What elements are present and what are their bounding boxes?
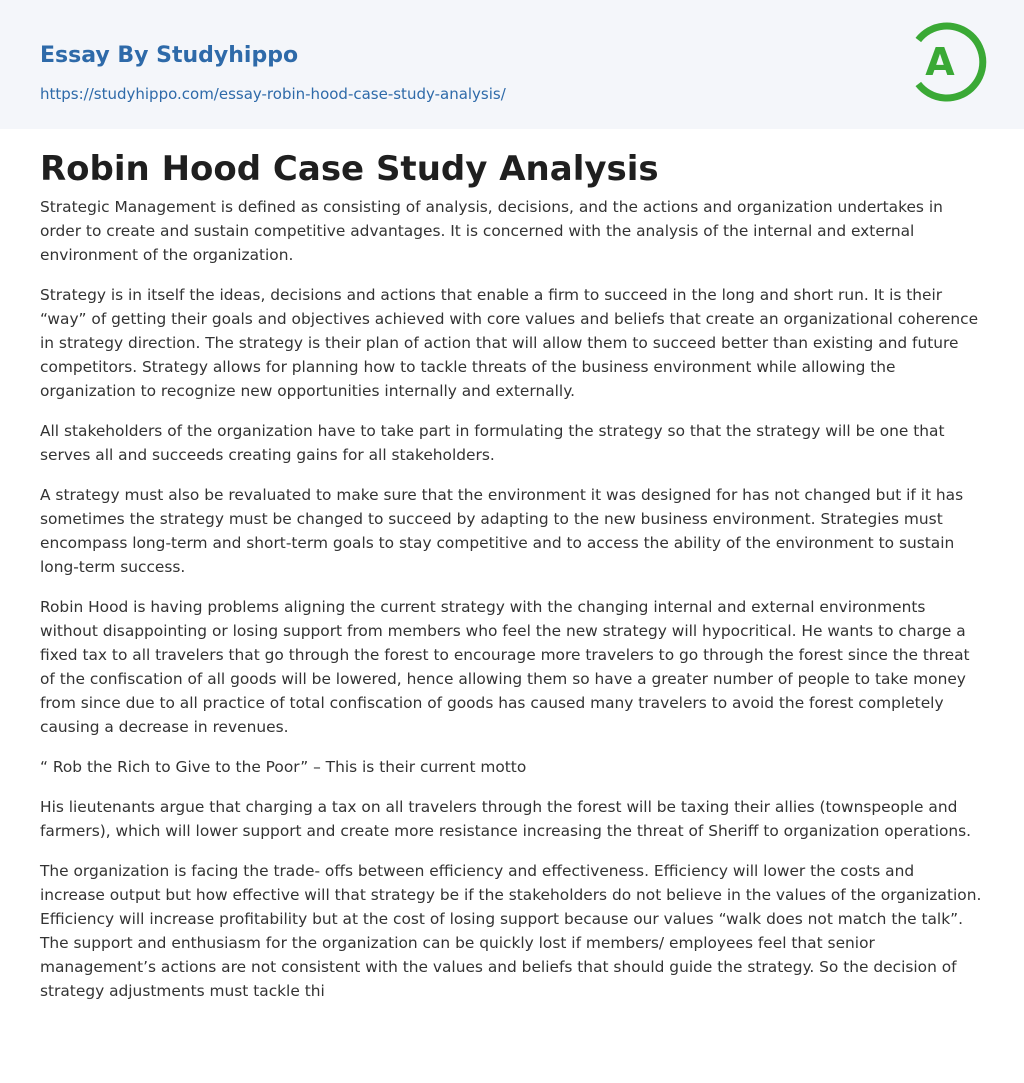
paragraph-2: Strategy is in itself the ideas, decisions and actions that enable a firm to succeed in the long and short run. It is their “way” of getting their goals and objectives achieved with core values and beliefs that create an organizational coherence in strategy direction. The strategy is their plan of action that will allow them to succeed better than existing and future competitors. Strategy allows for planning how to tackle threats of the business environment while allowing the organization to recognize new opportunities internally and externally. (40, 286, 979, 400)
paragraph-5: Robin Hood is having problems aligning the current strategy with the changing internal and external environments without disappointing or losing support from members who feel the new strategy will hypocritical. He wants to charge a fixed tax to all travelers that go through the forest to encourage more travelers to go through the forest since the threat of the confiscation of all goods will be lowered, hence allowing them so have a greater number of people to take money from since due to all practice of total confiscation of goods has caused many travelers to avoid the forest completely causing a decrease in revenues. (40, 598, 970, 736)
page-title: Robin Hood Case Study Analysis (40, 149, 659, 189)
logo-letter: A (925, 40, 955, 84)
paragraph-8: The organization is facing the trade- offs between efficiency and effectiveness. Efficiency will lower the costs and increase output but how effective will that strategy be if the stakeholders do not believe in the values of the organization. Efficiency will increase profitability but at the cost of losing support because our values “walk does not match the talk”. The support and enthusiasm for the organization can be quickly lost if members/ employees feel that senior management’s actions are not consistent with the values and beliefs that should guide the strategy. So the decision of strategy adjustments must tackle thi (40, 862, 982, 1000)
brand-title: Essay By Studyhippo (40, 43, 299, 68)
paragraph-3: All stakeholders of the organization have to take part in formulating the strategy so that the strategy will be one that serves all and succeeds creating gains for all stakeholders. (40, 422, 945, 464)
paragraph-6-motto: “ Rob the Rich to Give to the Poor” – This is their current motto (40, 758, 527, 776)
paragraph-4: A strategy must also be revaluated to make sure that the environment it was designed for has not changed but if it has sometimes the strategy must be changed to succeed by adapting to the new business environment. Strategies must encompass long-term and short-term goals to stay competitive and to access the ability of the environment to sustain long-term success. (40, 486, 964, 576)
paragraph-1: Strategic Management is defined as consisting of analysis, decisions, and the actions and organization undertakes in order to create and sustain competitive advantages. It is concerned with the analysis of the internal and external environment of the organization. (40, 198, 943, 264)
circle-a-logo-icon (912, 18, 988, 106)
page-header (0, 0, 1024, 129)
paragraph-7: His lieutenants argue that charging a tax on all travelers through the forest will be taxing their allies (townspeople and farmers), which will lower support and create more resistance increasing the threat of Sheriff to organization operations. (40, 798, 972, 840)
source-url-link[interactable]: https://studyhippo.com/essay-robin-hood-case-study-analysis/ (40, 85, 506, 103)
article-body (0, 129, 1024, 1003)
